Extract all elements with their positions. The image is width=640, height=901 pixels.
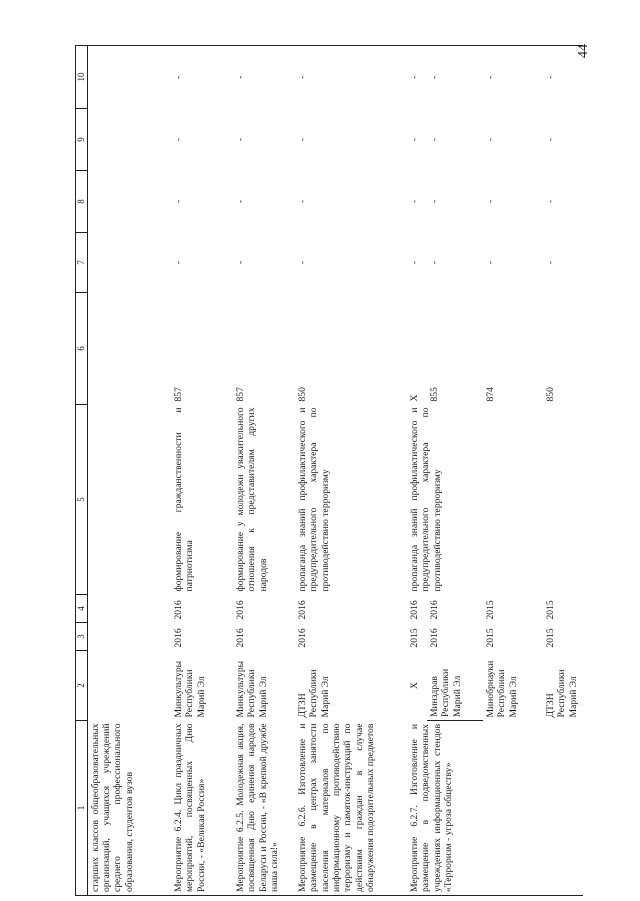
value-cell [87,171,171,233]
executor-cell: X [409,682,421,689]
value-cell: - [485,137,497,142]
value-cell: - [409,260,421,265]
value-cell [87,233,171,293]
activity-cell: Мероприятие 6.2.5. Молодежная акция, посвященная Дню единения народов Беларуси и России, - «В крепкой дружбе наша сила!» [233,721,295,896]
value-cell: - [429,199,441,204]
code-cell: 850 [297,387,309,402]
value-cell: - [409,137,421,142]
start-year-cell: 2015 [545,628,557,648]
column-header: 10 [76,46,88,109]
value-cell: - [485,260,497,265]
value-cell: - [429,137,441,142]
activity-cell: Мероприятие 6.2.6. Изготовление и размещение в центрах занятости населения материалов по информационному противодействию терроризму и памяток-инструкций по действиям граждан в случае обнаружения подозрительных предметов [295,721,407,896]
code-cell: 874 [485,387,497,402]
code-cell [87,293,171,405]
value-cell: - [171,46,233,109]
value-cell: - [427,46,483,109]
executor-cell: ДТЗН Республики Марий Эл [297,669,331,718]
column-header: 1 [76,721,88,896]
value-cell: - [173,199,185,204]
value-cell: - [235,260,247,265]
start-year-cell [87,623,171,651]
start-year-cell: 2015 [409,628,421,648]
table-row [407,46,427,896]
end-year-cell: 2016 [235,600,247,620]
activity-cell [483,721,543,896]
end-year-cell: 2015 [545,600,557,620]
activity-cell: старших классов общеобразовательных организаций, учащихся учреждений среднего профессионального образования, студентов вузов [87,721,171,896]
value-cell: - [409,199,421,204]
result-cell [543,405,583,595]
value-cell: - [429,260,441,265]
end-year-cell: 2016 [297,600,309,620]
column-header: 2 [76,651,88,721]
value-cell: - [297,199,309,204]
end-year-cell: 2016 [409,600,421,620]
table-row [171,46,233,896]
program-table [75,45,583,896]
executor-cell: Минобрнауки Республики Марий Эл [485,660,519,718]
start-year-cell: 2016 [235,628,247,648]
column-header: 7 [76,233,88,293]
rotated-sheet [75,46,605,896]
value-cell: - [545,137,557,142]
column-header: 9 [76,109,88,171]
value-cell: - [545,260,557,265]
value-cell: - [173,260,185,265]
table-row [295,46,407,896]
value-cell: - [485,199,497,204]
column-header: 8 [76,171,88,233]
result-cell: формирование у молодежи уважительного отношения к представителям других народов [235,407,269,592]
table-row [483,46,543,896]
result-cell: формирование гражданственности и патриотизма [173,407,196,592]
table-row [87,46,171,896]
end-year-cell: 2015 [485,600,497,620]
value-cell: - [235,137,247,142]
table-row [233,46,295,896]
start-year-cell: 2016 [297,628,309,648]
value-cell [87,109,171,171]
value-cell: - [545,199,557,204]
code-cell: 850 [545,387,557,402]
activity-cell: Мероприятие 6.2.7. Изготовление и размещение в подведомственных учреждениях информационных стендов «Терроризм - угроза обществу» [407,721,483,896]
column-header: 3 [76,623,88,651]
result-cell: пропаганда знаний профилактического и предупредительного характера по противодействию терроризму [297,407,331,592]
value-cell: - [297,260,309,265]
executor-cell: Минздрав Республики Марий Эл [427,651,483,721]
activity-cell: Мероприятие 6.2.4. Цикл праздничных мероприятий, посвященных Дню России, - «Великая Россия» [171,721,233,896]
end-year-cell [87,595,171,623]
value-cell: - [483,46,543,109]
result-cell [483,405,543,595]
code-cell: X [409,394,421,402]
end-year-cell: 2016 [429,600,441,620]
executor-cell: Минкультуры Республики Марий Эл [235,660,269,718]
result-cell: пропаганда знаний профилактического и предупредительного характера по противодействию терроризму [409,407,443,592]
column-header-row [76,46,88,896]
table-row [543,46,583,896]
code-cell: 857 [235,387,247,402]
column-header: 5 [76,405,88,595]
executor-cell: ДТЗН Республики Марий Эл [545,669,579,718]
start-year-cell: 2016 [173,628,185,648]
executor-cell: Минкультуры Республики Марий Эл [173,660,207,718]
value-cell [87,46,171,109]
result-cell [87,405,171,595]
column-header: 6 [76,293,88,405]
page-number: 44 [576,44,591,58]
value-cell: - [173,137,185,142]
code-cell: 855 [429,387,441,402]
value-cell: - [297,137,309,142]
value-cell: - [235,199,247,204]
start-year-cell: 2016 [429,628,441,648]
value-cell: - [407,46,427,109]
activity-cell [543,721,583,896]
column-header: 4 [76,595,88,623]
code-cell: 857 [173,387,185,402]
value-cell: - [543,46,583,109]
value-cell: - [233,46,295,109]
start-year-cell: 2015 [485,628,497,648]
end-year-cell: 2016 [173,600,185,620]
value-cell: - [295,46,407,109]
executor-cell [87,651,171,721]
